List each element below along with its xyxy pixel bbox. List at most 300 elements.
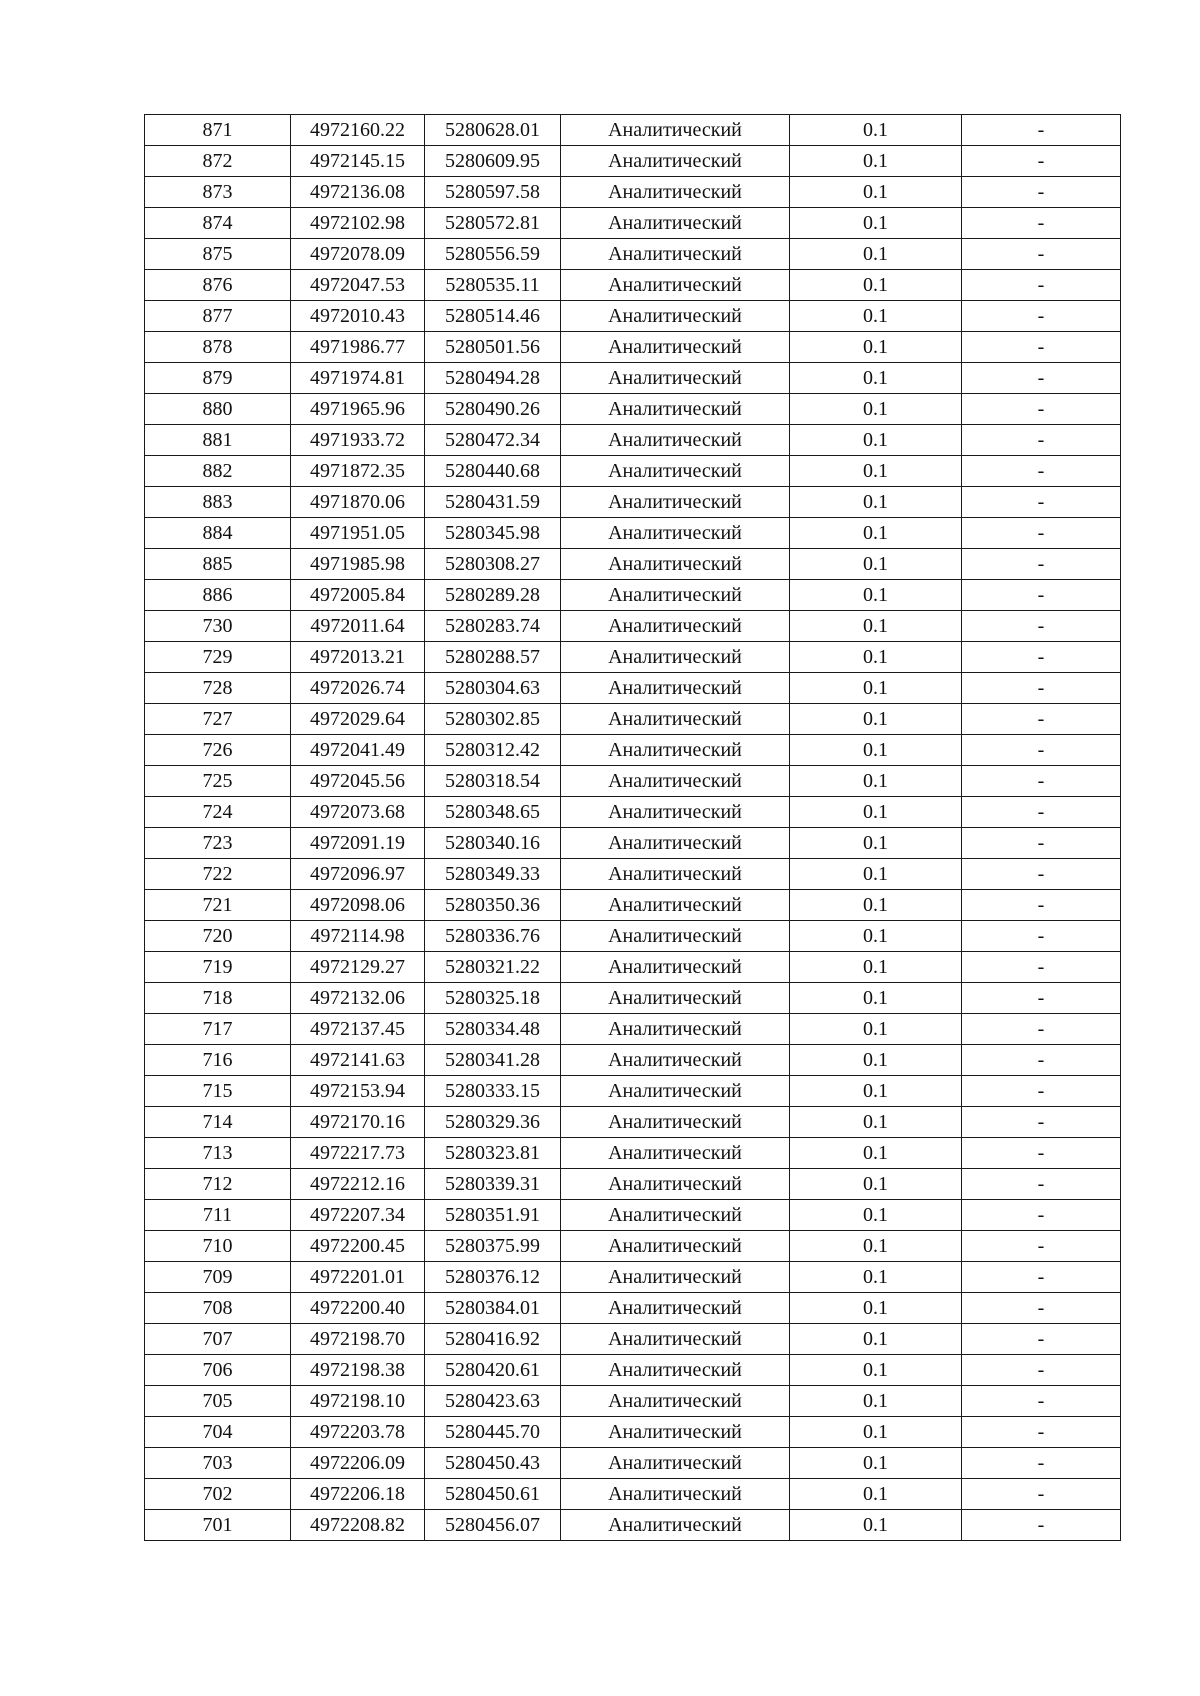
point-number-cell: 872 — [145, 146, 291, 177]
x-coordinate-cell: 4972102.98 — [291, 208, 425, 239]
accuracy-cell: 0.1 — [790, 983, 962, 1014]
note-cell: - — [962, 1231, 1121, 1262]
x-coordinate-cell: 4972201.01 — [291, 1262, 425, 1293]
y-coordinate-cell: 5280336.76 — [425, 921, 561, 952]
note-cell: - — [962, 859, 1121, 890]
x-coordinate-cell: 4972132.06 — [291, 983, 425, 1014]
point-number-cell: 717 — [145, 1014, 291, 1045]
point-number-cell: 716 — [145, 1045, 291, 1076]
note-cell: - — [962, 425, 1121, 456]
accuracy-cell: 0.1 — [790, 1293, 962, 1324]
x-coordinate-cell: 4972045.56 — [291, 766, 425, 797]
y-coordinate-cell: 5280302.85 — [425, 704, 561, 735]
method-cell: Аналитический — [561, 1417, 790, 1448]
accuracy-cell: 0.1 — [790, 797, 962, 828]
y-coordinate-cell: 5280384.01 — [425, 1293, 561, 1324]
y-coordinate-cell: 5280341.28 — [425, 1045, 561, 1076]
point-number-cell: 706 — [145, 1355, 291, 1386]
note-cell: - — [962, 766, 1121, 797]
table-row — [145, 580, 1121, 611]
x-coordinate-cell: 4972096.97 — [291, 859, 425, 890]
point-number-cell: 871 — [145, 115, 291, 146]
point-number-cell: 728 — [145, 673, 291, 704]
note-cell: - — [962, 580, 1121, 611]
point-number-cell: 730 — [145, 611, 291, 642]
accuracy-cell: 0.1 — [790, 177, 962, 208]
method-cell: Аналитический — [561, 983, 790, 1014]
accuracy-cell: 0.1 — [790, 642, 962, 673]
point-number-cell: 881 — [145, 425, 291, 456]
method-cell: Аналитический — [561, 797, 790, 828]
note-cell: - — [962, 1076, 1121, 1107]
x-coordinate-cell: 4972073.68 — [291, 797, 425, 828]
x-coordinate-cell: 4972145.15 — [291, 146, 425, 177]
method-cell: Аналитический — [561, 642, 790, 673]
accuracy-cell: 0.1 — [790, 208, 962, 239]
accuracy-cell: 0.1 — [790, 1355, 962, 1386]
point-number-cell: 723 — [145, 828, 291, 859]
point-number-cell: 877 — [145, 301, 291, 332]
table-row — [145, 301, 1121, 332]
point-number-cell: 882 — [145, 456, 291, 487]
method-cell: Аналитический — [561, 828, 790, 859]
method-cell: Аналитический — [561, 673, 790, 704]
y-coordinate-cell: 5280312.42 — [425, 735, 561, 766]
y-coordinate-cell: 5280289.28 — [425, 580, 561, 611]
method-cell: Аналитический — [561, 1231, 790, 1262]
note-cell: - — [962, 456, 1121, 487]
method-cell: Аналитический — [561, 735, 790, 766]
method-cell: Аналитический — [561, 1293, 790, 1324]
method-cell: Аналитический — [561, 1200, 790, 1231]
x-coordinate-cell: 4971986.77 — [291, 332, 425, 363]
table-row — [145, 642, 1121, 673]
accuracy-cell: 0.1 — [790, 394, 962, 425]
point-number-cell: 884 — [145, 518, 291, 549]
table-row — [145, 859, 1121, 890]
method-cell: Аналитический — [561, 487, 790, 518]
note-cell: - — [962, 1045, 1121, 1076]
y-coordinate-cell: 5280375.99 — [425, 1231, 561, 1262]
point-number-cell: 874 — [145, 208, 291, 239]
table-row — [145, 890, 1121, 921]
method-cell: Аналитический — [561, 1448, 790, 1479]
point-number-cell: 876 — [145, 270, 291, 301]
y-coordinate-cell: 5280628.01 — [425, 115, 561, 146]
x-coordinate-cell: 4972212.16 — [291, 1169, 425, 1200]
accuracy-cell: 0.1 — [790, 1386, 962, 1417]
accuracy-cell: 0.1 — [790, 549, 962, 580]
accuracy-cell: 0.1 — [790, 735, 962, 766]
method-cell: Аналитический — [561, 1076, 790, 1107]
accuracy-cell: 0.1 — [790, 1138, 962, 1169]
method-cell: Аналитический — [561, 177, 790, 208]
method-cell: Аналитический — [561, 301, 790, 332]
x-coordinate-cell: 4972217.73 — [291, 1138, 425, 1169]
x-coordinate-cell: 4972029.64 — [291, 704, 425, 735]
y-coordinate-cell: 5280333.15 — [425, 1076, 561, 1107]
note-cell: - — [962, 487, 1121, 518]
x-coordinate-cell: 4971985.98 — [291, 549, 425, 580]
accuracy-cell: 0.1 — [790, 921, 962, 952]
y-coordinate-cell: 5280609.95 — [425, 146, 561, 177]
table-row — [145, 115, 1121, 146]
note-cell: - — [962, 952, 1121, 983]
note-cell: - — [962, 921, 1121, 952]
point-number-cell: 712 — [145, 1169, 291, 1200]
method-cell: Аналитический — [561, 239, 790, 270]
table-row — [145, 797, 1121, 828]
accuracy-cell: 0.1 — [790, 952, 962, 983]
accuracy-cell: 0.1 — [790, 890, 962, 921]
table-row — [145, 363, 1121, 394]
table-row — [145, 1014, 1121, 1045]
note-cell: - — [962, 704, 1121, 735]
table-row — [145, 1107, 1121, 1138]
table-row — [145, 1200, 1121, 1231]
table-row — [145, 983, 1121, 1014]
accuracy-cell: 0.1 — [790, 1510, 962, 1541]
note-cell: - — [962, 1200, 1121, 1231]
table-row — [145, 1231, 1121, 1262]
table-row — [145, 1479, 1121, 1510]
x-coordinate-cell: 4972141.63 — [291, 1045, 425, 1076]
table-row — [145, 1138, 1121, 1169]
table-row — [145, 394, 1121, 425]
y-coordinate-cell: 5280535.11 — [425, 270, 561, 301]
table-row — [145, 1076, 1121, 1107]
y-coordinate-cell: 5280572.81 — [425, 208, 561, 239]
point-number-cell: 715 — [145, 1076, 291, 1107]
note-cell: - — [962, 1262, 1121, 1293]
method-cell: Аналитический — [561, 394, 790, 425]
table-row — [145, 1262, 1121, 1293]
method-cell: Аналитический — [561, 208, 790, 239]
x-coordinate-cell: 4972206.18 — [291, 1479, 425, 1510]
point-number-cell: 710 — [145, 1231, 291, 1262]
coordinates-table — [144, 114, 1121, 1541]
x-coordinate-cell: 4971933.72 — [291, 425, 425, 456]
accuracy-cell: 0.1 — [790, 828, 962, 859]
accuracy-cell: 0.1 — [790, 1107, 962, 1138]
point-number-cell: 709 — [145, 1262, 291, 1293]
method-cell: Аналитический — [561, 332, 790, 363]
x-coordinate-cell: 4972047.53 — [291, 270, 425, 301]
y-coordinate-cell: 5280325.18 — [425, 983, 561, 1014]
note-cell: - — [962, 1479, 1121, 1510]
table-row — [145, 611, 1121, 642]
method-cell: Аналитический — [561, 1045, 790, 1076]
x-coordinate-cell: 4972208.82 — [291, 1510, 425, 1541]
table-row — [145, 239, 1121, 270]
method-cell: Аналитический — [561, 1479, 790, 1510]
x-coordinate-cell: 4972207.34 — [291, 1200, 425, 1231]
y-coordinate-cell: 5280318.54 — [425, 766, 561, 797]
point-number-cell: 885 — [145, 549, 291, 580]
y-coordinate-cell: 5280445.70 — [425, 1417, 561, 1448]
note-cell: - — [962, 518, 1121, 549]
y-coordinate-cell: 5280323.81 — [425, 1138, 561, 1169]
note-cell: - — [962, 115, 1121, 146]
note-cell: - — [962, 642, 1121, 673]
method-cell: Аналитический — [561, 1510, 790, 1541]
method-cell: Аналитический — [561, 766, 790, 797]
point-number-cell: 729 — [145, 642, 291, 673]
y-coordinate-cell: 5280450.61 — [425, 1479, 561, 1510]
x-coordinate-cell: 4971870.06 — [291, 487, 425, 518]
y-coordinate-cell: 5280340.16 — [425, 828, 561, 859]
accuracy-cell: 0.1 — [790, 487, 962, 518]
y-coordinate-cell: 5280450.43 — [425, 1448, 561, 1479]
point-number-cell: 720 — [145, 921, 291, 952]
accuracy-cell: 0.1 — [790, 1076, 962, 1107]
method-cell: Аналитический — [561, 921, 790, 952]
note-cell: - — [962, 332, 1121, 363]
note-cell: - — [962, 208, 1121, 239]
table-row — [145, 1448, 1121, 1479]
x-coordinate-cell: 4972198.10 — [291, 1386, 425, 1417]
y-coordinate-cell: 5280514.46 — [425, 301, 561, 332]
table-row — [145, 1324, 1121, 1355]
point-number-cell: 875 — [145, 239, 291, 270]
table-row — [145, 332, 1121, 363]
table-row — [145, 456, 1121, 487]
accuracy-cell: 0.1 — [790, 580, 962, 611]
point-number-cell: 721 — [145, 890, 291, 921]
method-cell: Аналитический — [561, 549, 790, 580]
note-cell: - — [962, 239, 1121, 270]
point-number-cell: 703 — [145, 1448, 291, 1479]
y-coordinate-cell: 5280501.56 — [425, 332, 561, 363]
accuracy-cell: 0.1 — [790, 1262, 962, 1293]
accuracy-cell: 0.1 — [790, 456, 962, 487]
table-row — [145, 704, 1121, 735]
accuracy-cell: 0.1 — [790, 1417, 962, 1448]
method-cell: Аналитический — [561, 859, 790, 890]
accuracy-cell: 0.1 — [790, 859, 962, 890]
x-coordinate-cell: 4972098.06 — [291, 890, 425, 921]
table-row — [145, 1355, 1121, 1386]
x-coordinate-cell: 4972160.22 — [291, 115, 425, 146]
note-cell: - — [962, 1355, 1121, 1386]
x-coordinate-cell: 4972010.43 — [291, 301, 425, 332]
note-cell: - — [962, 983, 1121, 1014]
x-coordinate-cell: 4972114.98 — [291, 921, 425, 952]
method-cell: Аналитический — [561, 1169, 790, 1200]
note-cell: - — [962, 797, 1121, 828]
accuracy-cell: 0.1 — [790, 1324, 962, 1355]
y-coordinate-cell: 5280456.07 — [425, 1510, 561, 1541]
accuracy-cell: 0.1 — [790, 1231, 962, 1262]
x-coordinate-cell: 4972200.40 — [291, 1293, 425, 1324]
y-coordinate-cell: 5280472.34 — [425, 425, 561, 456]
point-number-cell: 713 — [145, 1138, 291, 1169]
note-cell: - — [962, 549, 1121, 580]
y-coordinate-cell: 5280423.63 — [425, 1386, 561, 1417]
y-coordinate-cell: 5280556.59 — [425, 239, 561, 270]
point-number-cell: 727 — [145, 704, 291, 735]
table-row — [145, 549, 1121, 580]
y-coordinate-cell: 5280349.33 — [425, 859, 561, 890]
y-coordinate-cell: 5280440.68 — [425, 456, 561, 487]
accuracy-cell: 0.1 — [790, 766, 962, 797]
point-number-cell: 873 — [145, 177, 291, 208]
accuracy-cell: 0.1 — [790, 270, 962, 301]
x-coordinate-cell: 4972198.70 — [291, 1324, 425, 1355]
method-cell: Аналитический — [561, 580, 790, 611]
y-coordinate-cell: 5280494.28 — [425, 363, 561, 394]
coordinates-table-body — [145, 115, 1121, 1541]
y-coordinate-cell: 5280420.61 — [425, 1355, 561, 1386]
table-row — [145, 425, 1121, 456]
table-row — [145, 952, 1121, 983]
x-coordinate-cell: 4972170.16 — [291, 1107, 425, 1138]
x-coordinate-cell: 4972041.49 — [291, 735, 425, 766]
note-cell: - — [962, 828, 1121, 859]
y-coordinate-cell: 5280308.27 — [425, 549, 561, 580]
accuracy-cell: 0.1 — [790, 1014, 962, 1045]
accuracy-cell: 0.1 — [790, 332, 962, 363]
method-cell: Аналитический — [561, 115, 790, 146]
point-number-cell: 719 — [145, 952, 291, 983]
x-coordinate-cell: 4972206.09 — [291, 1448, 425, 1479]
table-row — [145, 1386, 1121, 1417]
y-coordinate-cell: 5280348.65 — [425, 797, 561, 828]
table-row — [145, 1293, 1121, 1324]
note-cell: - — [962, 363, 1121, 394]
table-row — [145, 1417, 1121, 1448]
note-cell: - — [962, 611, 1121, 642]
y-coordinate-cell: 5280490.26 — [425, 394, 561, 425]
method-cell: Аналитический — [561, 1324, 790, 1355]
note-cell: - — [962, 673, 1121, 704]
y-coordinate-cell: 5280329.36 — [425, 1107, 561, 1138]
note-cell: - — [962, 301, 1121, 332]
accuracy-cell: 0.1 — [790, 1479, 962, 1510]
table-row — [145, 766, 1121, 797]
note-cell: - — [962, 890, 1121, 921]
note-cell: - — [962, 177, 1121, 208]
table-row — [145, 828, 1121, 859]
method-cell: Аналитический — [561, 704, 790, 735]
note-cell: - — [962, 270, 1121, 301]
point-number-cell: 714 — [145, 1107, 291, 1138]
accuracy-cell: 0.1 — [790, 115, 962, 146]
point-number-cell: 702 — [145, 1479, 291, 1510]
x-coordinate-cell: 4972203.78 — [291, 1417, 425, 1448]
x-coordinate-cell: 4971965.96 — [291, 394, 425, 425]
x-coordinate-cell: 4971951.05 — [291, 518, 425, 549]
x-coordinate-cell: 4972129.27 — [291, 952, 425, 983]
y-coordinate-cell: 5280304.63 — [425, 673, 561, 704]
point-number-cell: 718 — [145, 983, 291, 1014]
note-cell: - — [962, 1107, 1121, 1138]
x-coordinate-cell: 4972137.45 — [291, 1014, 425, 1045]
method-cell: Аналитический — [561, 1262, 790, 1293]
point-number-cell: 707 — [145, 1324, 291, 1355]
method-cell: Аналитический — [561, 1138, 790, 1169]
method-cell: Аналитический — [561, 611, 790, 642]
note-cell: - — [962, 1510, 1121, 1541]
point-number-cell: 722 — [145, 859, 291, 890]
accuracy-cell: 0.1 — [790, 518, 962, 549]
method-cell: Аналитический — [561, 456, 790, 487]
x-coordinate-cell: 4972013.21 — [291, 642, 425, 673]
point-number-cell: 879 — [145, 363, 291, 394]
method-cell: Аналитический — [561, 1014, 790, 1045]
note-cell: - — [962, 1014, 1121, 1045]
y-coordinate-cell: 5280334.48 — [425, 1014, 561, 1045]
accuracy-cell: 0.1 — [790, 239, 962, 270]
method-cell: Аналитический — [561, 425, 790, 456]
x-coordinate-cell: 4972078.09 — [291, 239, 425, 270]
accuracy-cell: 0.1 — [790, 425, 962, 456]
x-coordinate-cell: 4972153.94 — [291, 1076, 425, 1107]
y-coordinate-cell: 5280376.12 — [425, 1262, 561, 1293]
method-cell: Аналитический — [561, 270, 790, 301]
y-coordinate-cell: 5280339.31 — [425, 1169, 561, 1200]
point-number-cell: 878 — [145, 332, 291, 363]
x-coordinate-cell: 4972136.08 — [291, 177, 425, 208]
accuracy-cell: 0.1 — [790, 1200, 962, 1231]
y-coordinate-cell: 5280597.58 — [425, 177, 561, 208]
method-cell: Аналитический — [561, 146, 790, 177]
y-coordinate-cell: 5280416.92 — [425, 1324, 561, 1355]
point-number-cell: 704 — [145, 1417, 291, 1448]
note-cell: - — [962, 1293, 1121, 1324]
point-number-cell: 886 — [145, 580, 291, 611]
table-row — [145, 270, 1121, 301]
point-number-cell: 880 — [145, 394, 291, 425]
x-coordinate-cell: 4972026.74 — [291, 673, 425, 704]
y-coordinate-cell: 5280288.57 — [425, 642, 561, 673]
note-cell: - — [962, 1138, 1121, 1169]
x-coordinate-cell: 4972005.84 — [291, 580, 425, 611]
point-number-cell: 711 — [145, 1200, 291, 1231]
y-coordinate-cell: 5280431.59 — [425, 487, 561, 518]
method-cell: Аналитический — [561, 1355, 790, 1386]
point-number-cell: 708 — [145, 1293, 291, 1324]
note-cell: - — [962, 146, 1121, 177]
table-row — [145, 177, 1121, 208]
table-row — [145, 208, 1121, 239]
table-row — [145, 1510, 1121, 1541]
x-coordinate-cell: 4972091.19 — [291, 828, 425, 859]
accuracy-cell: 0.1 — [790, 1045, 962, 1076]
point-number-cell: 726 — [145, 735, 291, 766]
accuracy-cell: 0.1 — [790, 1169, 962, 1200]
y-coordinate-cell: 5280351.91 — [425, 1200, 561, 1231]
method-cell: Аналитический — [561, 890, 790, 921]
table-row — [145, 1045, 1121, 1076]
point-number-cell: 705 — [145, 1386, 291, 1417]
accuracy-cell: 0.1 — [790, 363, 962, 394]
table-row — [145, 673, 1121, 704]
note-cell: - — [962, 1417, 1121, 1448]
y-coordinate-cell: 5280350.36 — [425, 890, 561, 921]
y-coordinate-cell: 5280283.74 — [425, 611, 561, 642]
table-row — [145, 487, 1121, 518]
table-row — [145, 518, 1121, 549]
table-row — [145, 146, 1121, 177]
table-row — [145, 1169, 1121, 1200]
method-cell: Аналитический — [561, 952, 790, 983]
method-cell: Аналитический — [561, 1107, 790, 1138]
point-number-cell: 724 — [145, 797, 291, 828]
x-coordinate-cell: 4972198.38 — [291, 1355, 425, 1386]
x-coordinate-cell: 4971974.81 — [291, 363, 425, 394]
point-number-cell: 701 — [145, 1510, 291, 1541]
